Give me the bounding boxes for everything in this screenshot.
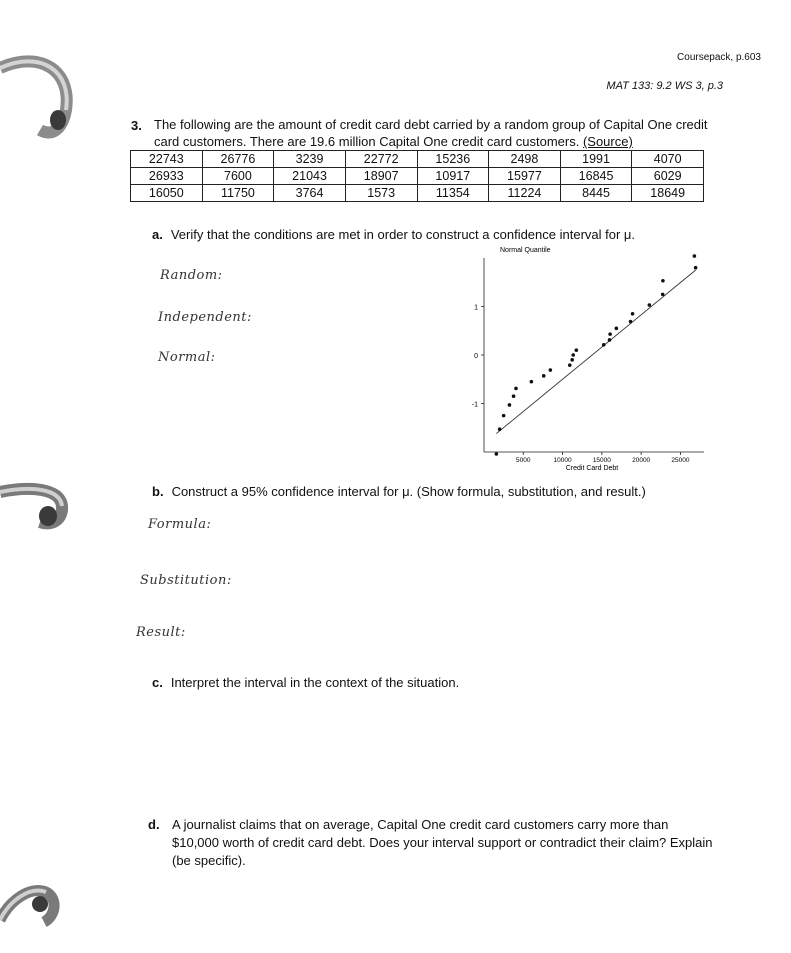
question-number: 3.	[131, 118, 142, 133]
x-axis-label: Credit Card Debt	[565, 465, 619, 472]
data-point	[530, 380, 534, 384]
data-point	[502, 414, 506, 418]
data-point	[629, 320, 633, 324]
data-point	[661, 279, 665, 283]
x-tick-label: 15000	[592, 457, 611, 464]
part-d	[148, 816, 718, 870]
y-tick-label: -1	[471, 401, 478, 409]
table-row	[131, 151, 704, 168]
table-cell: 4070	[632, 151, 704, 168]
part-b	[152, 484, 646, 499]
data-point	[514, 387, 518, 391]
table-cell: 3239	[274, 151, 346, 168]
table-cell: 22743	[131, 151, 203, 168]
part-a-letter: a.	[152, 227, 163, 242]
handwritten-substitution: Substitution:	[140, 573, 232, 588]
question-body: The following are the amount of credit card debt carried by a random group of Capital One credit card customers. There are 19.6 million Capital One credit card customers.	[154, 117, 708, 149]
table-cell: 2498	[489, 151, 561, 168]
handwritten-formula: Formula:	[148, 517, 212, 532]
table-cell: 1991	[560, 151, 632, 168]
part-c-letter: c.	[152, 675, 163, 690]
table-cell: 11224	[489, 185, 561, 202]
data-point	[495, 452, 499, 456]
table-cell: 3764	[274, 185, 346, 202]
table-cell: 11354	[417, 185, 489, 202]
table-cell: 8445	[560, 185, 632, 202]
data-point	[631, 312, 635, 316]
binder-ring-middle	[0, 478, 80, 538]
part-b-letter: b.	[152, 484, 164, 499]
worksheet-label: MAT 133: 9.2 WS 3, p.3	[606, 80, 723, 92]
part-d-letter: d.	[148, 817, 160, 832]
question-text	[154, 116, 714, 150]
handwritten-normal: Normal:	[158, 350, 216, 365]
data-point	[602, 343, 606, 347]
part-c	[152, 675, 459, 690]
part-a-text: Verify that the conditions are met in order to construct a confidence interval for μ.	[170, 227, 636, 242]
table-cell: 21043	[274, 168, 346, 185]
table-cell: 26933	[131, 168, 203, 185]
fit-line-group	[496, 270, 695, 433]
part-c-text: Interpret the interval in the context of the situation.	[170, 675, 460, 690]
part-d-text: A journalist claims that on average, Capital One credit card customers carry more than $10,000 worth of credit card debt. Does your interval support or contradict their claim? Explain (be specific).	[172, 817, 713, 868]
table-cell: 16845	[560, 168, 632, 185]
data-point	[575, 348, 579, 352]
x-tick-label: 25000	[671, 457, 690, 464]
data-point	[542, 374, 546, 378]
data-point	[571, 353, 575, 357]
fit-line	[496, 270, 695, 433]
table-cell: 11750	[202, 185, 274, 202]
table-cell: 6029	[632, 168, 704, 185]
data-point	[512, 394, 516, 398]
y-tick-label: 1	[474, 304, 478, 312]
table-cell: 18907	[345, 168, 417, 185]
data-point	[648, 303, 652, 307]
y-tick-label: 0	[474, 353, 478, 360]
table-cell: 18649	[632, 185, 704, 202]
x-ticks	[516, 452, 690, 464]
data-point	[608, 332, 612, 336]
table-row	[131, 168, 704, 185]
table-cell: 26776	[202, 151, 274, 168]
y-axis-label: Normal Quantile	[500, 247, 551, 254]
data-point	[570, 358, 574, 362]
table-cell: 7600	[202, 168, 274, 185]
part-b-text: Construct a 95% confidence interval for μ. (Show formula, substitution, and result.)	[171, 484, 646, 499]
x-tick-label: 10000	[553, 457, 572, 464]
table-cell: 22772	[345, 151, 417, 168]
data-point	[661, 293, 665, 297]
coursepack-page-label: Coursepack, p.603	[677, 52, 761, 63]
normal-quantile-plot	[460, 240, 720, 476]
data-point	[568, 363, 572, 367]
table-row	[131, 185, 704, 202]
handwritten-result: Result:	[136, 625, 186, 640]
data-point	[694, 266, 698, 270]
table-cell: 10917	[417, 168, 489, 185]
binder-ring-top	[0, 40, 80, 140]
binder-ring-bottom	[0, 880, 80, 940]
data-point	[498, 427, 502, 431]
source-link[interactable]: (Source)	[582, 134, 633, 149]
data-point	[549, 368, 553, 372]
y-ticks	[472, 305, 484, 409]
debt-data-table	[130, 150, 704, 202]
table-cell: 15977	[489, 168, 561, 185]
x-tick-label: 20000	[632, 457, 651, 464]
data-point	[608, 338, 612, 342]
table-cell: 1573	[345, 185, 417, 202]
data-points	[495, 254, 698, 455]
data-point	[508, 403, 512, 407]
x-tick-label: 5000	[516, 457, 531, 464]
handwritten-random: Random:	[160, 268, 223, 283]
table-cell: 16050	[131, 185, 203, 202]
table-cell: 15236	[417, 151, 489, 168]
data-point	[615, 327, 619, 331]
data-point	[693, 254, 697, 258]
handwritten-independent: Independent:	[158, 310, 252, 325]
